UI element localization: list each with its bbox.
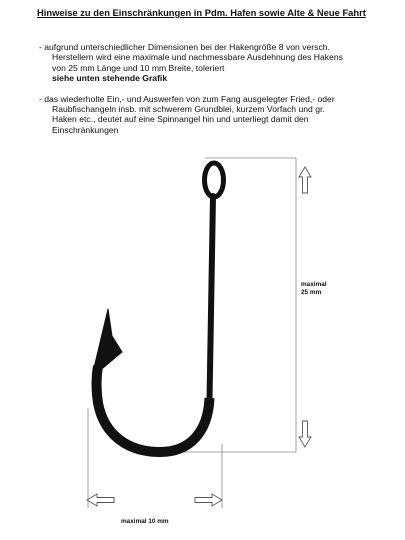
hook-eye [205, 163, 224, 197]
arrow-left-icon [87, 494, 114, 506]
length-label [301, 281, 327, 297]
dimension-lines [88, 158, 296, 508]
arrow-down-icon [299, 421, 311, 447]
note-emphasis: siehe unten stehende Grafik [52, 73, 168, 84]
note-line: - aufgrund unterschiedlicher Dimensionen bei der Hakengröße 8 von versch. [39, 42, 330, 52]
width-label: maximal 10 mm [121, 518, 169, 525]
note-line: Raubfischangeln insb. mit schwerem Grundblei, kurzem Vorfach und gr. [52, 104, 325, 115]
hook-shank [210, 196, 214, 400]
page-title: Hinweise zu den Einschränkungen in Pdm. Hafen sowie Alte & Neue Fahrt [37, 7, 366, 18]
note-line: - das wiederholte Ein,- und Auswerfen von zum Fang ausgelegter Fried,- oder [39, 93, 335, 104]
hook-bend [97, 366, 210, 452]
note-line: Einschränkungen [52, 124, 119, 135]
note-spinning-rod [39, 94, 399, 136]
length-label-line: maximal [301, 281, 327, 288]
notes-list [39, 42, 399, 145]
dimension-arrows [87, 167, 311, 506]
length-label-line: 25 mm [301, 289, 322, 296]
hook-point-barb [94, 309, 123, 370]
note-line: Haken etc., deutet auf eine Spinnangel hin und unterliegt damit den [52, 114, 309, 125]
note-line: von 25 mm Länge und 10 mm Breite, toleriert [52, 62, 225, 73]
note-line: Herstellern wird eine maximale und nachmessbare Ausdehnung des Hakens [52, 52, 343, 63]
arrow-up-icon [299, 167, 311, 193]
arrow-right-icon [195, 494, 222, 506]
note-hook-size [39, 42, 399, 84]
fish-hook-icon [94, 163, 224, 452]
